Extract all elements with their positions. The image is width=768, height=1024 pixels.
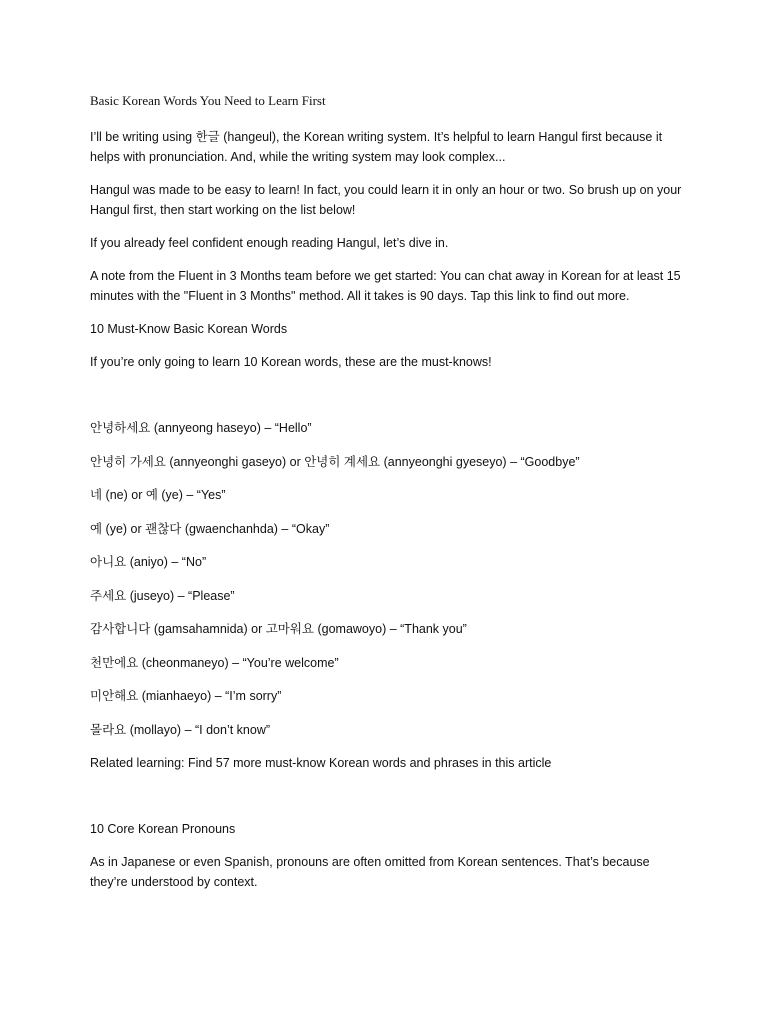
section-heading-basic-words: 10 Must-Know Basic Korean Words xyxy=(90,322,288,336)
document-page xyxy=(90,92,690,905)
list-item: 천만에요 (cheonmaneyo) – “You’re welcome” xyxy=(90,655,339,670)
spacer xyxy=(90,385,690,418)
list-item: 예 (ye) or 괜찮다 (gwaenchanhda) – “Okay” xyxy=(90,521,330,536)
list-item: 주세요 (juseyo) – “Please” xyxy=(90,588,235,603)
intro-paragraph-4: A note from the Fluent in 3 Months team before we get started: You can chat away in Korean for at least 15 minutes with the "Fluent in 3 Months" method. All it takes is 90 days. Tap this link to find out more. xyxy=(90,269,681,303)
intro-paragraph-3: If you already feel confident enough reading Hangul, let’s dive in. xyxy=(90,236,449,250)
related-learning-text: Related learning: Find 57 more must-know Korean words and phrases in this article xyxy=(90,756,552,770)
list-item: 미안해요 (mianhaeyo) – “I’m sorry” xyxy=(90,689,282,703)
list-item: 네 (ne) or 예 (ye) – “Yes” xyxy=(90,488,226,502)
list-item: 안녕히 가세요 (annyeonghi gaseyo) or 안녕히 계세요 (annyeonghi gyeseyo) – “Goodbye” xyxy=(90,454,580,469)
list-item: 아니요 (aniyo) – “No” xyxy=(90,555,207,569)
intro-paragraph-1: I’ll be writing using 한글 (hangeul), the Korean writing system. It’s helpful to learn Hangul first because it helps with pronunciation. And, while the writing system may look complex... xyxy=(90,130,663,164)
list-item: 감사합니다 (gamsahamnida) or 고마워요 (gomawoyo) – “Thank you” xyxy=(90,622,467,636)
section-intro-basic-words: If you’re only going to learn 10 Korean words, these are the must-knows! xyxy=(90,355,492,369)
intro-paragraph-2: Hangul was made to be easy to learn! In fact, you could learn it in only an hour or two. So brush up on your Hangul first, then start working on the list below! xyxy=(90,183,682,217)
document-title: Basic Korean Words You Need to Learn First xyxy=(90,93,326,108)
word-list xyxy=(90,418,690,740)
section-heading-pronouns: 10 Core Korean Pronouns xyxy=(90,822,236,836)
list-item: 몰라요 (mollayo) – “I don’t know” xyxy=(90,722,271,737)
spacer xyxy=(90,786,690,819)
section-intro-pronouns: As in Japanese or even Spanish, pronouns are often omitted from Korean sentences. That’s because they’re understood by context. xyxy=(90,855,650,889)
list-item: 안녕하세요 (annyeong haseyo) – “Hello” xyxy=(90,421,312,435)
